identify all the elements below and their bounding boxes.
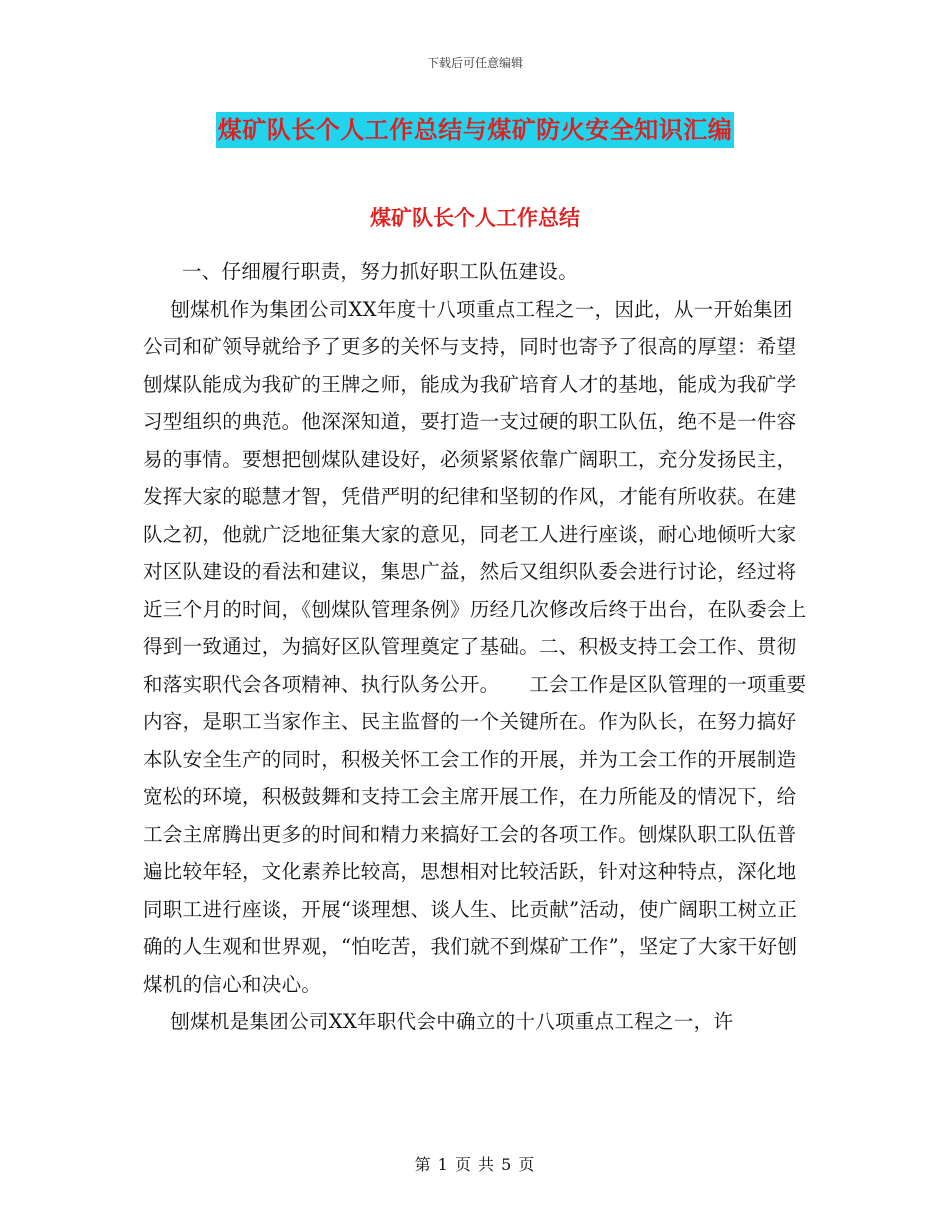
paragraph-heading-1: 一、仔细履行职责，努力抓好职工队伍建设。 xyxy=(182,260,579,283)
document-title: 煤矿队长个人工作总结与煤矿防火安全知识汇编 xyxy=(216,112,735,148)
page-footer-number: 第 1 页 共 5 页 xyxy=(414,1155,536,1174)
document-title-container xyxy=(0,112,950,148)
document-body xyxy=(143,253,808,1041)
paragraph-main: 刨煤机作为集团公司XX年度十八项重点工程之一，因此，从一开始集团公司和矿领导就给予了更多的关怀与支持，同时也寄予了很高的厚望：希望刨煤队能成为我矿的王牌之师，能成为我矿培育人才的基地，能成为我矿学习型组织的典范。他深深知道，要打造一支过硬的职工队伍，绝不是一件容易的事情。要想把刨煤队建设好，必须紧紧依靠广阔职工，充分发扬民主，发挥大家的聪慧才智，凭借严明的纪律和坚韧的作风，才能有所收获。在建队之初，他就广泛地征集大家的意见，同老工人进行座谈，耐心地倾听大家对区队建设的看法和建议，集思广益，然后又组织队委会进行讨论，经过将近三个月的时间，《刨煤队管理条例》历经几次修改后终于出台，在队委会上得到一致通过，为搞好区队管理奠定了基础。二、积极支持工会工作、贯彻和落实职代会各项精神、执行队务公开。 工会工作是区队管理的一项重要内容，是职工当家作主、民主监督的一个关键所在。作为队长，在努力搞好本队安全生产的同时，积极关怀工会工作的开展，并为工会工作的开展制造宽松的环境，积极鼓舞和支持工会主席开展工作，在力所能及的情况下，给工会主席腾出更多的时间和精力来搞好工会的各项工作。刨煤队职工队伍普遍比较年轻，文化素养比较高，思想相对比较活跃，针对这种特点，深化地同职工进行座谈，开展“谈理想、谈人生、比贡献”活动，使广阔职工树立正确的人生观和世界观，“怕吃苦，我们就不到煤矿工作”，坚定了大家干好刨煤机的信心和决心。 xyxy=(143,297,807,996)
section-title: 煤矿队长个人工作总结 xyxy=(370,206,580,230)
paragraph-continuation: 刨煤机是集团公司XX年职代会中确立的十八项重点工程之一，许 xyxy=(170,1010,734,1033)
page-header-note: 下载后可任意编辑 xyxy=(426,56,523,70)
